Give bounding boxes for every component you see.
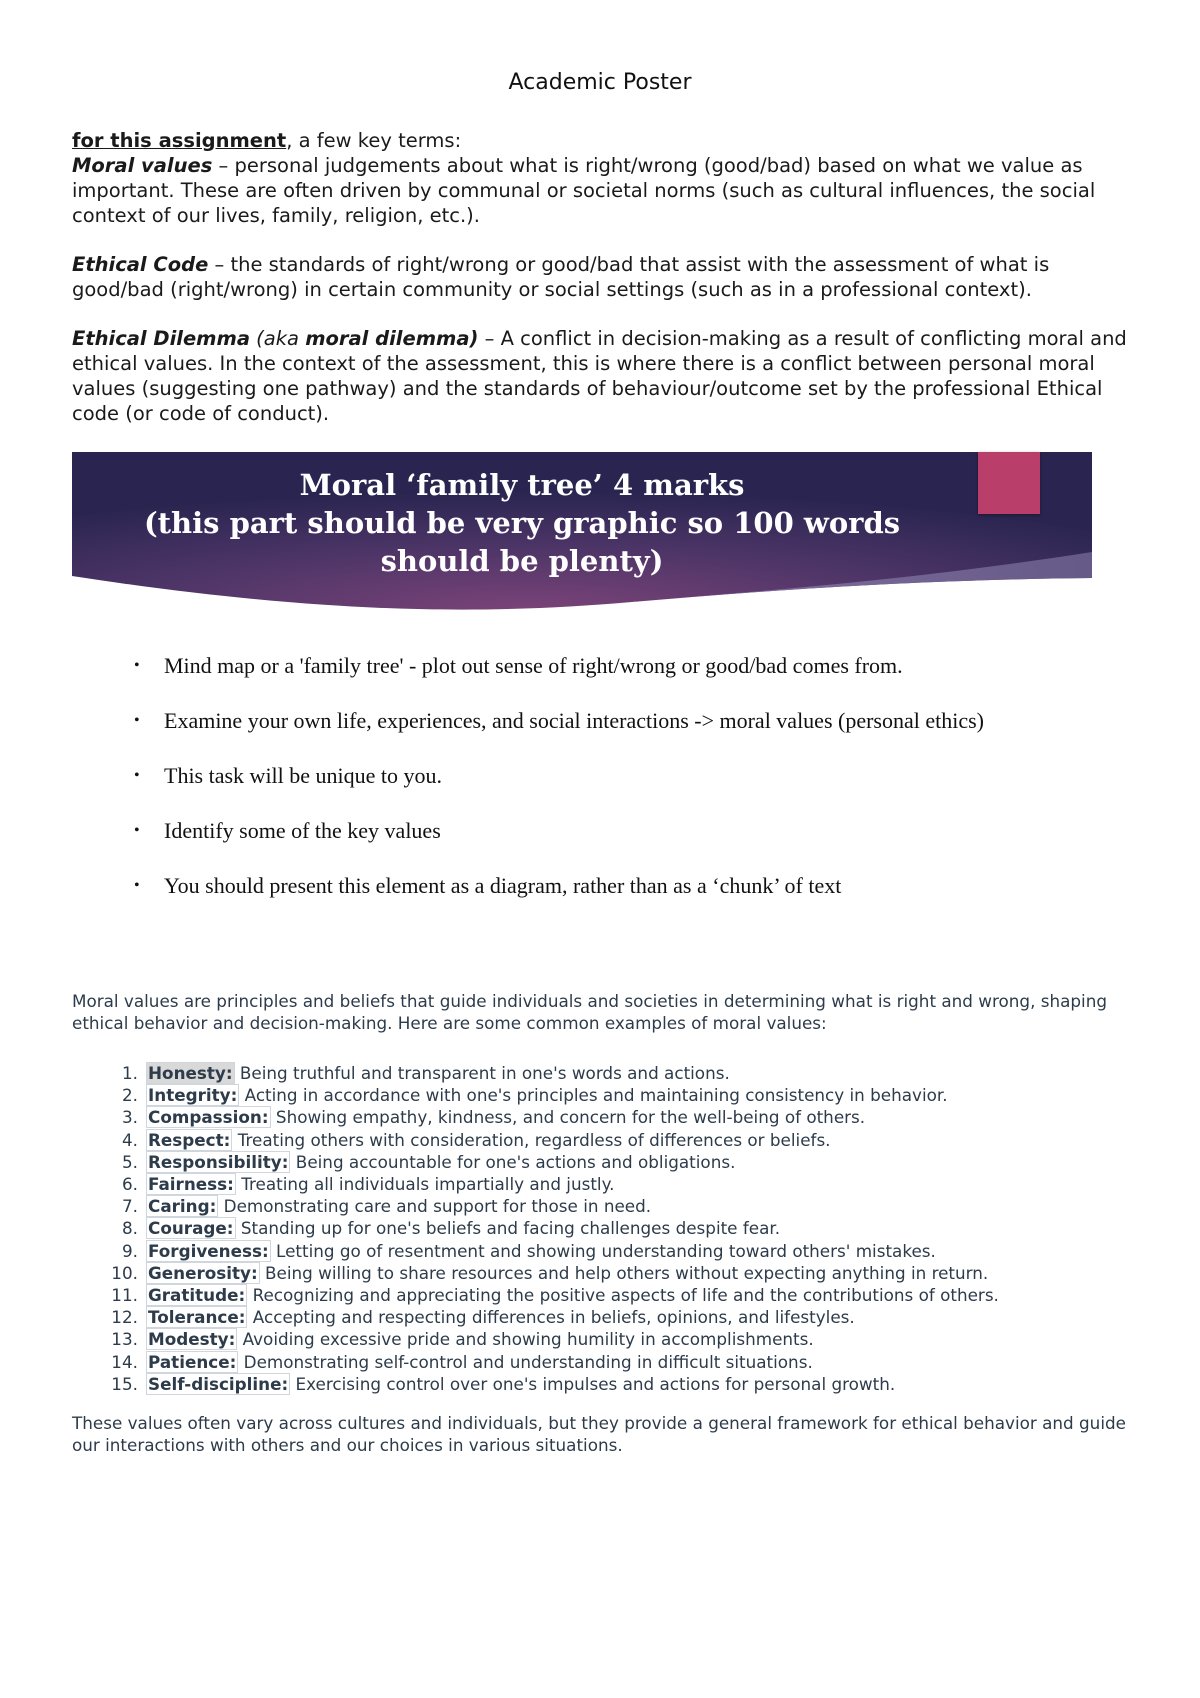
value-term: Caring:: [148, 1196, 217, 1217]
value-term: Integrity:: [148, 1085, 238, 1106]
value-term: Self-discipline:: [148, 1373, 289, 1394]
value-term: Generosity:: [148, 1262, 258, 1283]
ethical-dilemma-definition: [72, 326, 1132, 426]
list-number: 3.: [121, 1107, 138, 1128]
slide-bullet: [134, 762, 1094, 817]
slide-bullet: [134, 707, 1094, 762]
list-item: [72, 1062, 1132, 1084]
list-item: [72, 1306, 1132, 1328]
list-item: [72, 1240, 1132, 1262]
assignment-link-text: for this assignment: [72, 129, 287, 152]
list-number: 9.: [121, 1240, 138, 1261]
slide-image: [72, 452, 1092, 942]
list-number: 12.: [111, 1307, 138, 1328]
list-item: [72, 1084, 1132, 1106]
value-desc: Standing up for one's beliefs and facing challenges despite fear.: [235, 1218, 781, 1239]
slide-bullet-text: Identify some of the key values: [164, 818, 441, 843]
list-number: 10.: [111, 1262, 138, 1283]
slide-bullet-text: You should present this element as a diagram, rather than as a ‘chunk’ of text: [164, 873, 842, 898]
list-number: 14.: [111, 1351, 138, 1372]
list-item: [72, 1151, 1132, 1173]
value-term: Tolerance:: [148, 1307, 246, 1328]
value-desc: Acting in accordance with one's principles and maintaining consistency in behavior.: [239, 1085, 948, 1106]
ethical-dilemma-term: Ethical Dilemma: [72, 327, 250, 350]
slide-bullet: [134, 817, 1094, 872]
ethical-code-term: Ethical Code: [72, 253, 209, 276]
moral-values-definition: [72, 153, 1132, 228]
page-title: Academic Poster: [508, 70, 692, 95]
bullet-icon: •: [134, 822, 140, 839]
value-term: Forgiveness:: [148, 1240, 269, 1261]
ethical-code-def: – the standards of right/wrong or good/bad that assist with the assessment of what is good/bad (right/wrong) in certain community or social settings (such as in a professional context).: [72, 253, 1050, 301]
list-item: [72, 1173, 1132, 1195]
list-number: 1.: [121, 1063, 138, 1083]
value-term: Courage:: [148, 1218, 234, 1239]
list-number: 4.: [121, 1129, 138, 1150]
list-number: 13.: [111, 1329, 138, 1350]
value-term: Modesty:: [148, 1329, 236, 1350]
list-number: 5.: [121, 1151, 138, 1172]
slide-bullet: [134, 652, 1094, 707]
key-terms-intro: [72, 128, 1132, 153]
value-desc: Showing empathy, kindness, and concern for the well-being of others.: [270, 1107, 866, 1128]
value-desc: Demonstrating self-control and understanding in difficult situations.: [238, 1351, 813, 1372]
list-item: [72, 1284, 1132, 1306]
list-item: [72, 1129, 1132, 1151]
value-desc: Being accountable for one's actions and obligations.: [290, 1151, 736, 1172]
value-desc: Treating others with consideration, regardless of differences or beliefs.: [232, 1129, 831, 1150]
ethical-dilemma-aka: (aka: [249, 327, 306, 350]
list-item: [72, 1328, 1132, 1350]
accent-square: [978, 452, 1040, 514]
bullet-icon: •: [134, 877, 140, 894]
moral-values-list: [72, 1062, 1132, 1395]
moral-values-outro: These values often vary across cultures and individuals, but they provide a general framework for ethical behavior and guide our interactions with others and our choices in various situations.: [72, 1413, 1126, 1455]
slide-title-line-3: should be plenty): [380, 544, 664, 578]
slide-bullet-list: [134, 652, 1094, 927]
value-term: Responsibility:: [148, 1151, 289, 1172]
slide-title-line-2: (this part should be very graphic so 100 words: [143, 506, 901, 540]
list-number: 2.: [121, 1085, 138, 1106]
ethical-code-definition: [72, 252, 1132, 302]
slide-bullet-text: This task will be unique to you.: [164, 763, 443, 788]
moral-values-intro: Moral values are principles and beliefs that guide individuals and societies in determining what is right and wrong, shaping ethical behavior and decision-making. Here are some common examples of moral values:: [72, 991, 1108, 1033]
value-desc: Exercising control over one's impulses and actions for personal growth.: [290, 1373, 896, 1394]
ethical-dilemma-alt-term: moral dilemma): [305, 327, 479, 350]
moral-values-term: Moral values: [72, 154, 213, 177]
value-desc: Being willing to share resources and help others without expecting anything in return.: [259, 1262, 989, 1283]
list-item: [72, 1106, 1132, 1128]
list-number: 11.: [111, 1285, 138, 1306]
moral-values-def: – personal judgements about what is right/wrong (good/bad) based on what we value as important. These are often driven by communal or societal norms (such as cultural influences, the social context of our lives, family, religion, etc.).: [72, 154, 1096, 227]
key-terms-section: [72, 128, 1132, 450]
value-desc: Demonstrating care and support for those in need.: [218, 1196, 652, 1217]
value-term: Honesty:: [148, 1063, 233, 1083]
list-item: [72, 1262, 1132, 1284]
list-item: [72, 1351, 1132, 1373]
list-item: [72, 1373, 1132, 1395]
value-term: Patience:: [148, 1351, 237, 1372]
value-desc: Being truthful and transparent in one's words and actions.: [234, 1063, 730, 1083]
slide-bullet-text: Examine your own life, experiences, and social interactions -> moral values (personal ethics): [164, 708, 985, 733]
value-desc: Accepting and respecting differences in beliefs, opinions, and lifestyles.: [247, 1307, 855, 1328]
value-desc: Avoiding excessive pride and showing humility in accomplishments.: [237, 1329, 814, 1350]
slide-banner: [72, 452, 1092, 616]
list-number: 8.: [121, 1218, 138, 1239]
list-number: 6.: [121, 1174, 138, 1195]
slide-title: [112, 466, 932, 580]
value-term: Respect:: [148, 1129, 231, 1150]
slide-bullet-text: Mind map or a 'family tree' - plot out sense of right/wrong or good/bad comes from.: [164, 653, 903, 678]
bullet-icon: •: [134, 712, 140, 729]
value-desc: Treating all individuals impartially and justly.: [235, 1174, 615, 1195]
list-item: [72, 1195, 1132, 1217]
list-number: 15.: [111, 1373, 138, 1394]
bullet-icon: •: [134, 767, 140, 784]
value-term: Fairness:: [148, 1174, 234, 1195]
list-item: [72, 1217, 1132, 1239]
value-desc: Recognizing and appreciating the positive aspects of life and the contributions of others.: [247, 1285, 999, 1306]
list-number: 7.: [121, 1196, 138, 1217]
slide-title-line-1: Moral ‘family tree’ 4 marks: [299, 468, 745, 502]
value-desc: Letting go of resentment and showing understanding toward others' mistakes.: [270, 1240, 936, 1261]
ethical-dilemma-def: – A conflict in decision-making as a result of conflicting moral and ethical values. In the context of the assessment, this is where there is a conflict between personal moral values (suggesting one pathway) and the standards of behaviour/outcome set by the professional Ethical code (or code of conduct).: [72, 327, 1127, 425]
slide-bullet: [134, 872, 1094, 927]
key-terms-intro-rest: , a few key terms:: [286, 129, 462, 152]
bullet-icon: •: [134, 657, 140, 674]
value-term: Compassion:: [148, 1107, 269, 1128]
value-term: Gratitude:: [148, 1285, 246, 1306]
